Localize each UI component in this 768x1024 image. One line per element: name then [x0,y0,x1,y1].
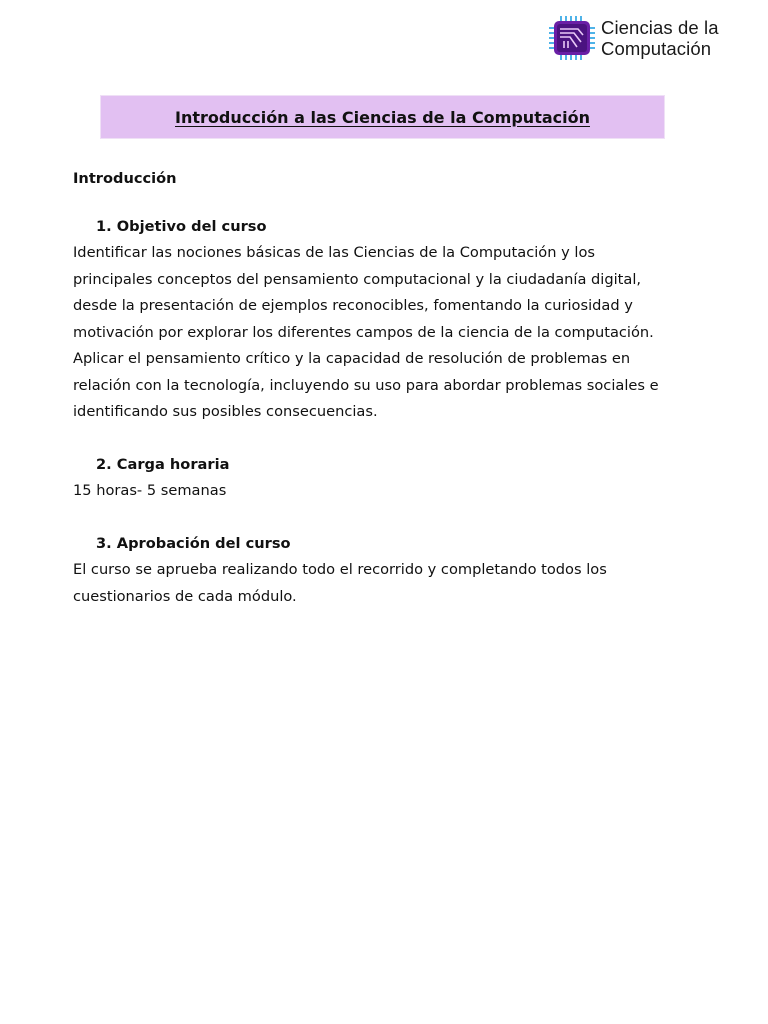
section-heading-aprobacion: 3. Aprobación del curso [96,534,291,552]
text-line: desde la presentación de ejemplos reconocibles, fomentando la curiosidad y [73,297,633,314]
intro-heading: Introducción [73,170,177,187]
text-line: 15 horas- 5 semanas [73,482,227,499]
text-line: motivación por explorar los diferentes campos de la ciencia de la computación. [73,323,654,341]
text-line: cuestionarios de cada módulo. [73,587,297,605]
title-banner [100,95,665,139]
logo-line-2: Computación [601,38,712,59]
text-line: Aplicar el pensamiento crítico y la capacidad de resolución de problemas en [73,350,631,367]
text-line: relación con la tecnología, incluyendo su uso para abordar problemas sociales e [73,376,659,394]
section-text-carga [73,478,713,505]
logo [548,14,719,62]
text-line: identificando sus posibles consecuencias. [73,403,378,420]
section-text-objetivo [73,240,713,426]
chip-logo-icon [548,14,596,62]
logo-text [601,17,719,59]
text-line: Identificar las nociones básicas de las Ciencias de la Computación y los [73,244,595,261]
text-line: El curso se aprueba realizando todo el recorrido y completando todos los [73,561,607,578]
logo-line-1: Ciencias de la [601,17,719,38]
section-heading-carga: 2. Carga horaria [96,455,230,473]
section-text-aprobacion [73,557,713,610]
text-line: principales conceptos del pensamiento computacional y la ciudadanía digital, [73,270,642,288]
section-heading-objetivo: 1. Objetivo del curso [96,217,267,235]
page-title: Introducción a las Ciencias de la Computación [175,107,590,127]
document-body [73,166,713,610]
